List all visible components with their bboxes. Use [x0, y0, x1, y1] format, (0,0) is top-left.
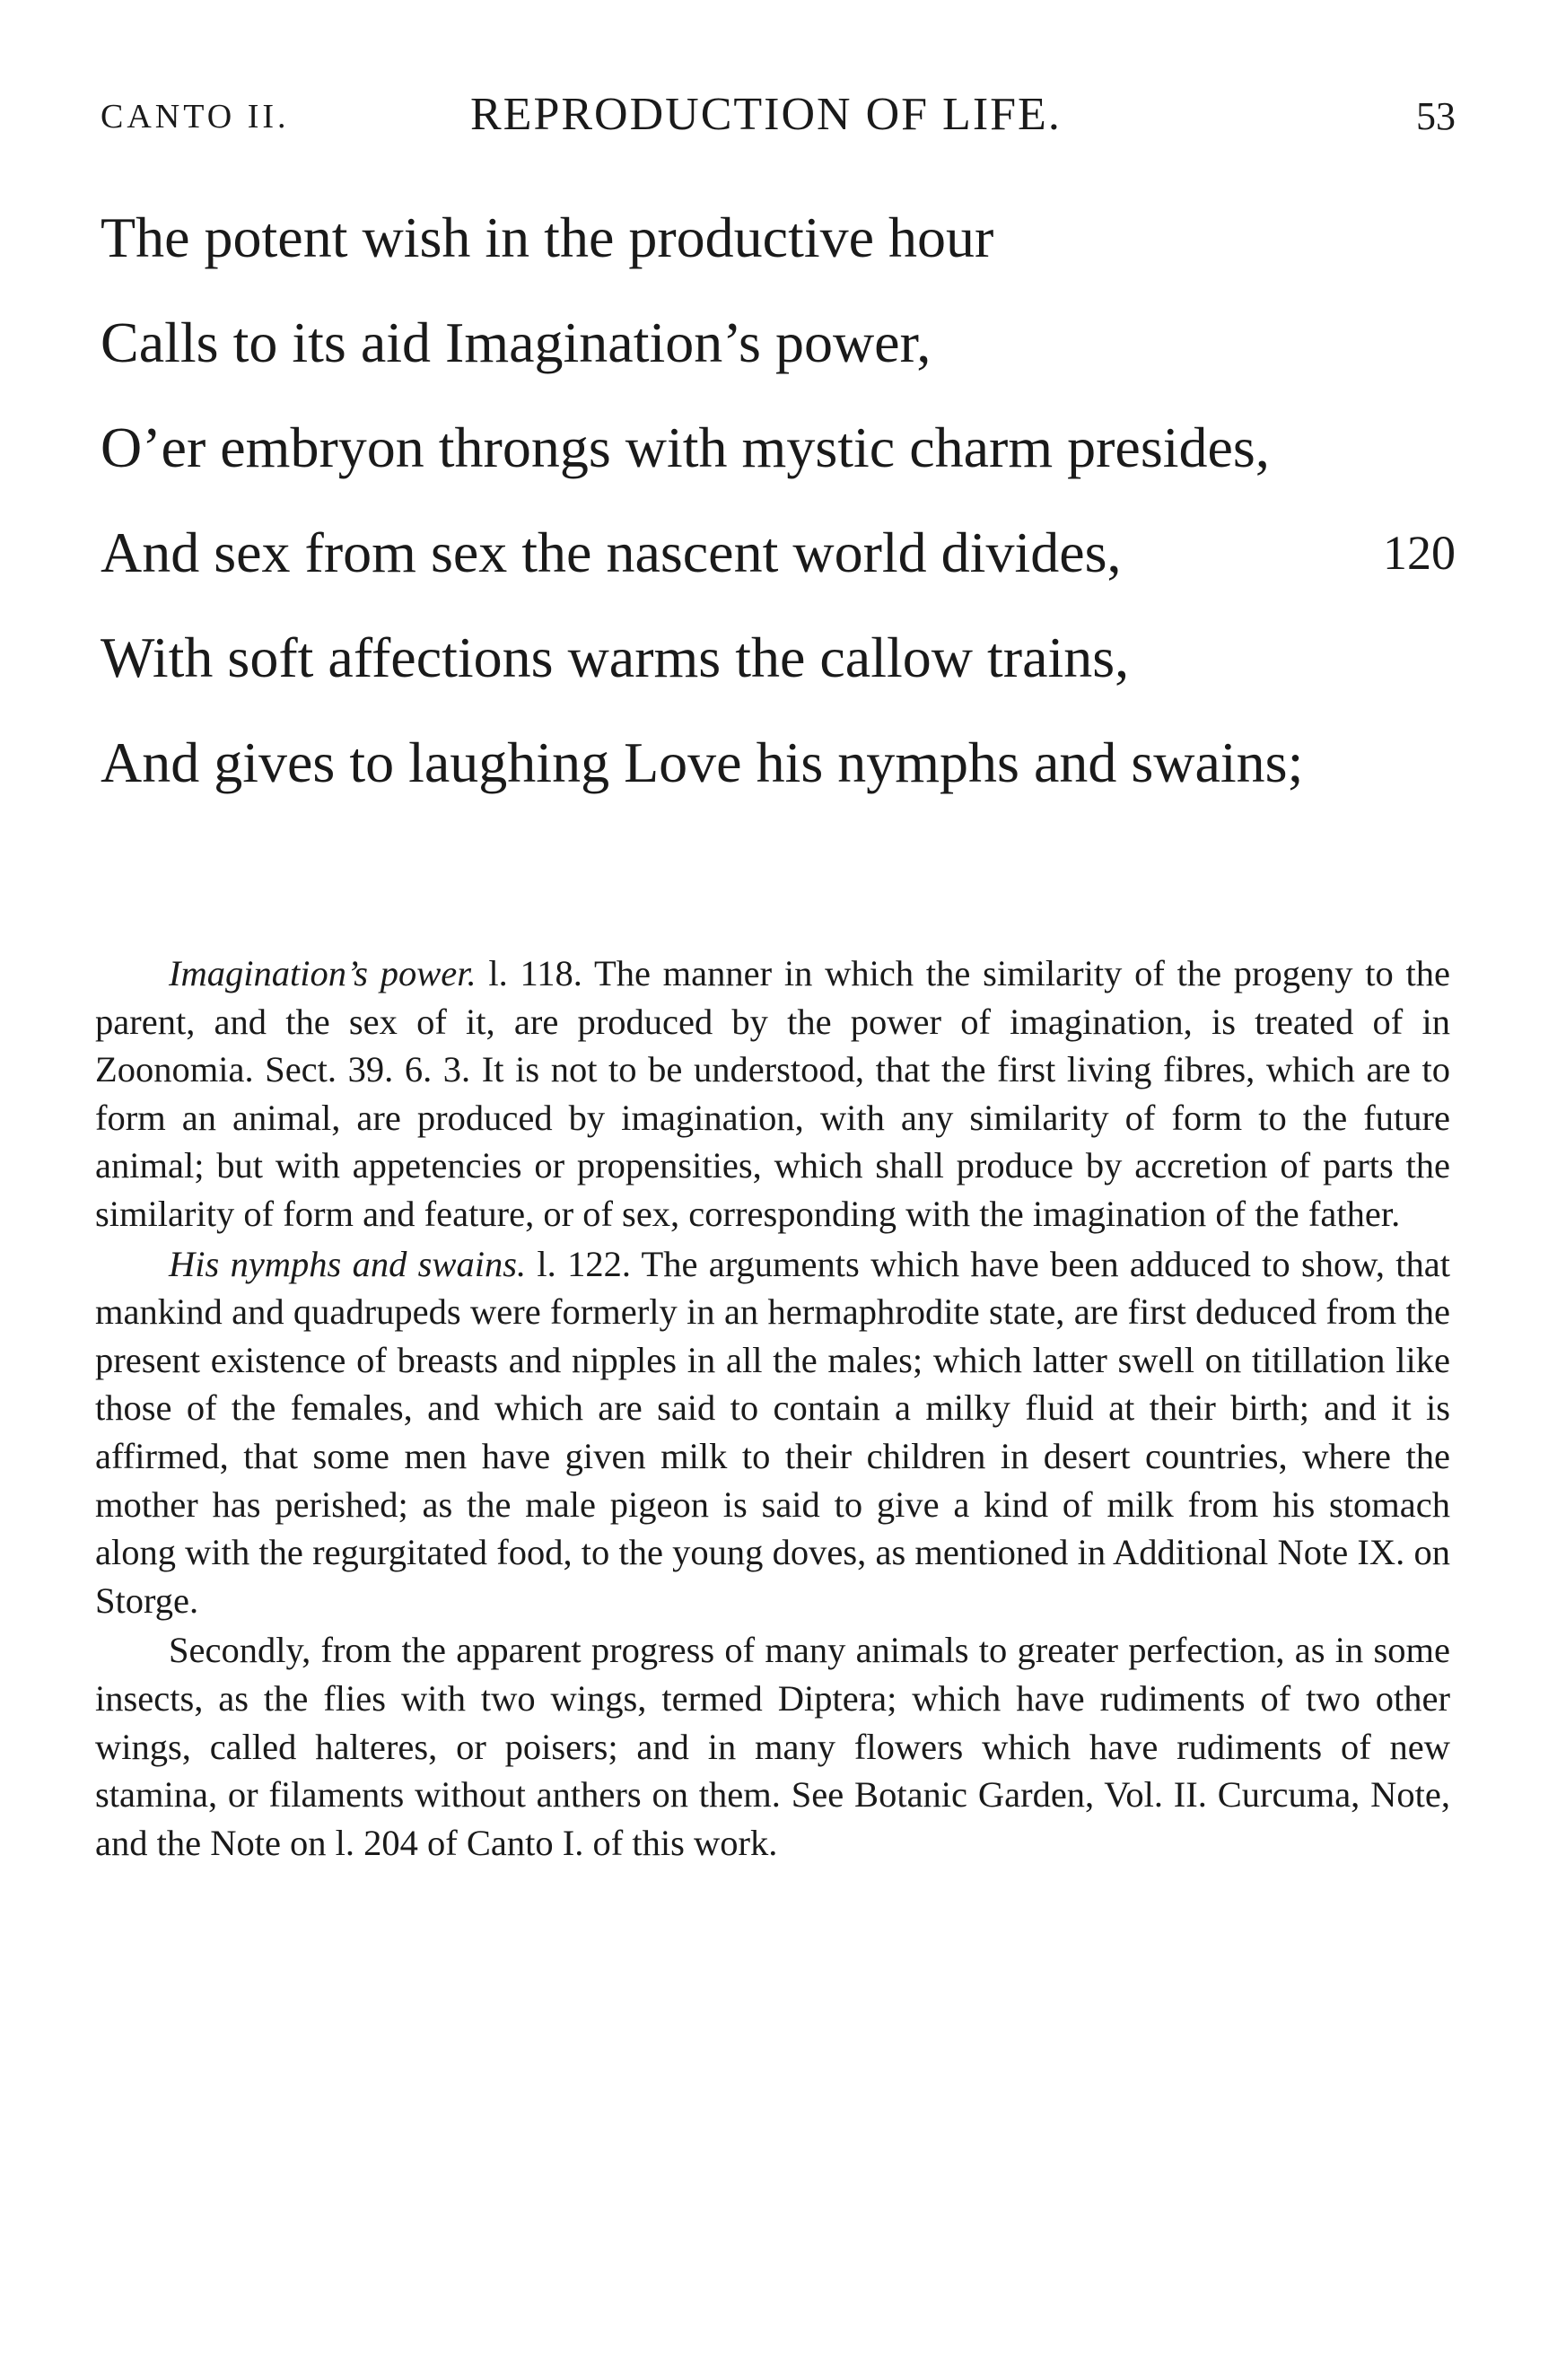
chapter-title: REPRODUCTION OF LIFE.: [470, 89, 1062, 140]
running-header: [101, 88, 1456, 142]
footnotes: [95, 949, 1450, 1867]
verse-line-text: With soft affections warms the callow trains,: [101, 626, 1130, 689]
verse-line: [101, 727, 1456, 832]
verse-line: [101, 412, 1456, 517]
footnote-reference: Imagination’s power.: [169, 953, 477, 993]
verse-line-text: And sex from sex the nascent world divides,: [101, 521, 1122, 584]
footnote-reference: His nymphs and swains.: [169, 1243, 527, 1284]
footnote-text: l. 122. The arguments which have been adduced to show, that mankind and quadrupeds were formerly in an hermaphrodite state, are first deduced from the present existence of breasts and nipples in all the males; which latter swell on titillation like those of the females, and which are said to contain a milky fluid at their birth; and it is affirmed, that some men have given milk to their children in desert countries, where the mother has perished; as the male pigeon is said to give a kind of milk from his stomach along with the regurgitated food, to the young doves, as mentioned in Additional Note IX. on Storge.: [95, 1243, 1450, 1621]
footnote-text: Secondly, from the apparent progress of many animals to greater perfection, as in some insects, as the flies with two wings, termed Diptera; which have rudiments of two other wings, called halteres, or poisers; and in many flowers which have rudiments of new stamina, or filaments without anthers on them. See Botanic Garden, Vol. II. Curcuma, Note, and the Note on l. 204 of Canto I. of this work.: [95, 1630, 1450, 1863]
footnote: [95, 1240, 1450, 1625]
footnote: [95, 949, 1450, 1238]
verse-line: [101, 307, 1456, 412]
verse-line-text: Calls to its aid Imagination’s power,: [101, 311, 932, 374]
page-number: 53: [1416, 94, 1456, 138]
verse-line-text: O’er embryon throngs with mystic charm presides,: [101, 416, 1270, 479]
verse-block: [101, 202, 1456, 832]
verse-line: [101, 622, 1456, 727]
canto-label: CANTO II.: [101, 98, 290, 136]
verse-line-text: The potent wish in the productive hour: [101, 206, 994, 269]
verse-line: [101, 517, 1456, 622]
verse-line: [101, 202, 1456, 307]
footnote-continuation: [95, 1626, 1450, 1867]
line-number: 120: [1383, 526, 1456, 580]
verse-line-text: And gives to laughing Love his nymphs and swains;: [101, 731, 1304, 794]
footnote-text: l. 118. The manner in which the similarity of the progeny to the parent, and the sex of it, are produced by the power of imagination, is treated of in Zoonomia. Sect. 39. 6. 3. It is not to be understood, that the first living fibres, which are to form an animal, are produced by imagination, with any similarity of form to the future animal; but with appetencies or propensities, which shall produce by accretion of parts the similarity of form and feature, or of sex, corresponding with the imagination of the father.: [95, 953, 1451, 1234]
